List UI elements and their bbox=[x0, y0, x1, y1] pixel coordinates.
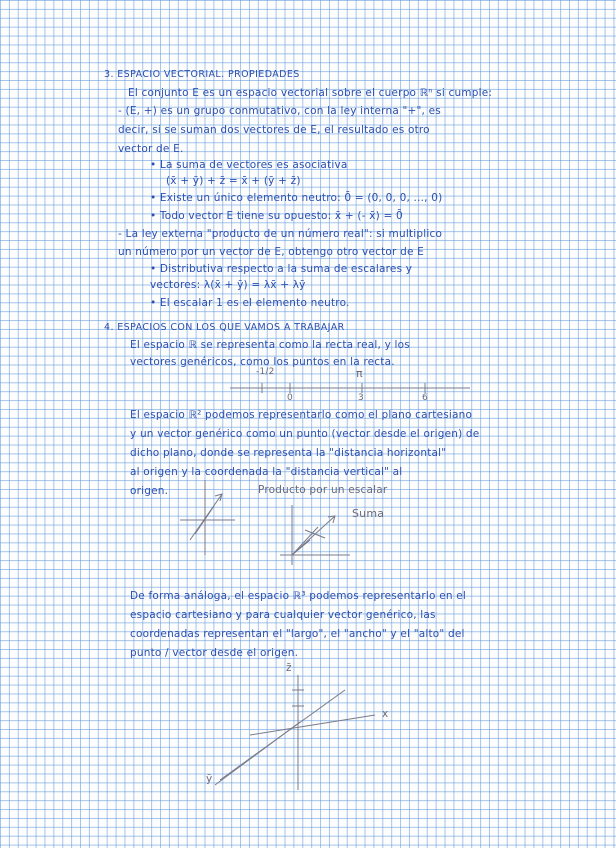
text-line: El conjunto E es un espacio vectorial sobre el cuerpo ℝⁿ si cumple: bbox=[128, 87, 493, 99]
product-label: Producto por un escalar bbox=[258, 484, 388, 496]
text-line: y un vector genérico como un punto (vector desde el origen) de bbox=[130, 428, 480, 440]
bullet-line: • Todo vector E tiene su opuesto: x̄ + (- x̄) = 0̄ bbox=[150, 210, 403, 222]
text-line: El espacio ℝ se representa como la recta real, y los bbox=[130, 339, 410, 351]
text-line: un número por un vector de E, obtengo otro vector de E bbox=[118, 246, 424, 258]
bullet-line: • El escalar 1 es el elemento neutro. bbox=[150, 297, 350, 309]
text-line: - (E, +) es un grupo conmutativo, con la ley interna "+", es bbox=[118, 105, 441, 117]
text-line: decir, si se suman dos vectores de E, el resultado es otro bbox=[118, 124, 430, 136]
text-line: vector de E. bbox=[118, 143, 184, 155]
tick-label: 6 bbox=[422, 393, 428, 403]
tick-label: π bbox=[356, 367, 363, 380]
bullet-line: • La suma de vectores es asociativa bbox=[150, 159, 348, 171]
vector-diag bbox=[215, 722, 300, 785]
section-3-heading: 3. ESPACIO VECTORIAL. PROPIEDADES bbox=[104, 69, 300, 80]
text-line: vectores genéricos, como los puntos en la recta. bbox=[130, 356, 395, 368]
tick-label: 3 bbox=[358, 393, 364, 403]
sum-label: Suma bbox=[352, 507, 385, 520]
text-line: El espacio ℝ² podemos representarlo como el plano cartesiano bbox=[130, 409, 473, 421]
axis-label-x: x bbox=[382, 708, 389, 720]
text-line: - La ley externa "producto de un número real": si multiplico bbox=[118, 228, 443, 240]
text-line: De forma análoga, el espacio ℝ³ podemos representarlo en el bbox=[130, 590, 467, 602]
formula-line: (x̄ + ȳ) + z̄ = x̄ + (ȳ + z̄) bbox=[166, 175, 301, 187]
tick-label: -1/2 bbox=[256, 367, 275, 377]
axis-label-y: ȳ bbox=[206, 773, 213, 785]
text-line: punto / vector desde el origen. bbox=[130, 647, 299, 659]
bullet-line: • Distributiva respecto a la suma de escalares y bbox=[150, 263, 413, 275]
text-line: al origen y la coordenada la "distancia vertical" al bbox=[130, 466, 403, 478]
axis-label-z: z̄ bbox=[286, 662, 292, 674]
text-line: coordenadas representan el "largo", el "ancho" y el "alto" del bbox=[130, 628, 465, 640]
x-axis bbox=[250, 715, 375, 735]
section-4-heading: 4. ESPACIOS CON LOS QUE VAMOS A TRABAJAR bbox=[104, 322, 345, 333]
text-line: espacio cartesiano y para cualquier vector genérico, las bbox=[130, 609, 436, 621]
tick-label: 0 bbox=[287, 393, 293, 403]
formula-line: vectores: λ(x̄ + ȳ) = λx̄ + λȳ bbox=[150, 279, 306, 291]
bullet-line: • Existe un único elemento neutro: 0̄ = (0, 0, 0, ..., 0) bbox=[150, 192, 443, 204]
text-line: origen. bbox=[130, 485, 169, 497]
text-line: dicho plano, donde se representa la "distancia horizontal" bbox=[130, 447, 447, 459]
